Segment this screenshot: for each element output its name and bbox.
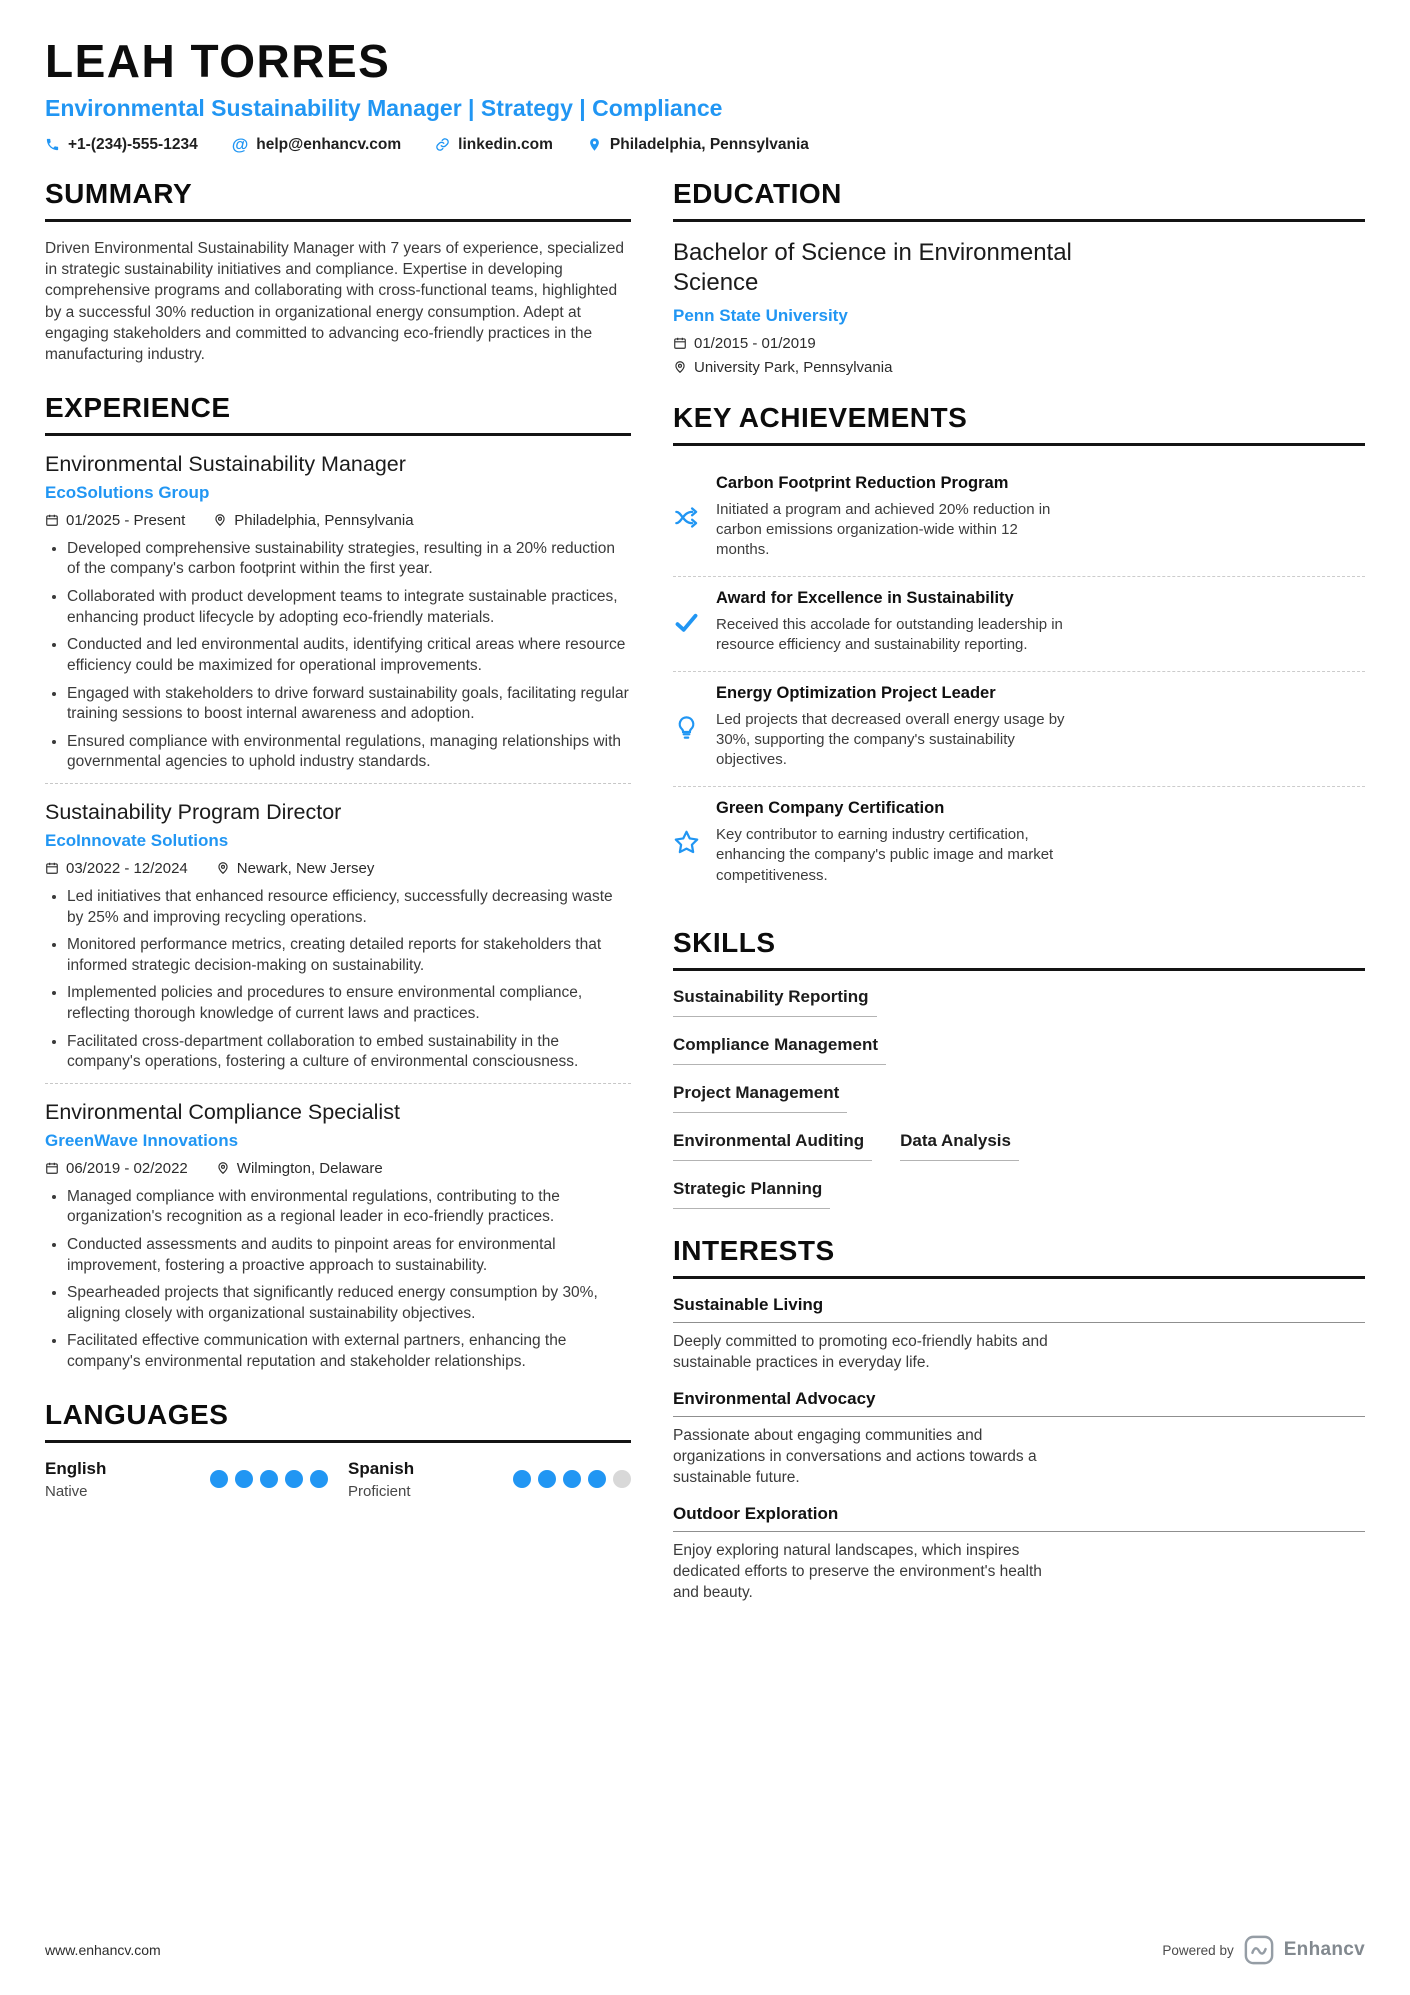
experience-bullet: • Led initiatives that enhanced resource efficiency, successfully decreasing waste by 25% and improving recycling operations.	[67, 887, 631, 928]
content-columns	[45, 178, 1365, 1630]
job-bullet-list	[67, 539, 631, 773]
interest-title: Outdoor Exploration	[673, 1504, 1365, 1532]
experience-bullet: • Facilitated effective communication with external partners, enhancing the company's environmental reputation and stakeholder relationships.	[67, 1331, 631, 1372]
email-icon: @	[231, 135, 249, 155]
education-dates-text: 01/2015 - 01/2019	[694, 334, 816, 352]
job-meta-row	[45, 860, 631, 877]
skill-item: Compliance Management	[673, 1035, 886, 1065]
powered-by-enhancv[interactable]	[1162, 1935, 1365, 1965]
experience-job	[45, 800, 631, 1073]
experience-section	[45, 392, 631, 1373]
interest-item	[673, 1504, 1365, 1603]
job-location	[216, 1160, 383, 1177]
education-location	[673, 359, 1365, 376]
skills-heading: SKILLS	[673, 927, 1365, 971]
language-level: Native	[45, 1482, 88, 1500]
job-meta-row	[45, 512, 631, 529]
experience-heading: EXPERIENCE	[45, 392, 631, 436]
contact-phone-text: +1-(234)-555-1234	[68, 135, 198, 153]
achievement-desc: Led projects that decreased overall energy usage by 30%, supporting the company's sustainability objectives.	[716, 710, 1065, 769]
enhancv-brand-text: Enhancv	[1283, 1939, 1365, 1960]
experience-bullet: • Conducted assessments and audits to pinpoint areas for environmental improvement, fostering a proactive approach to sustainability.	[67, 1235, 631, 1276]
interest-item	[673, 1295, 1365, 1373]
job-bullet-list	[67, 1187, 631, 1373]
location-pin-icon	[673, 360, 687, 374]
achievement-desc: Key contributor to earning industry certification, enhancing the company's public image and market competitiveness.	[716, 825, 1054, 884]
language-name: English	[45, 1458, 107, 1478]
job-location-text: Philadelphia, Pennsylvania	[234, 511, 414, 529]
footer-website-link[interactable]: www.enhancv.com	[45, 1942, 161, 1958]
achievement-body	[716, 684, 1068, 771]
language-text	[45, 1459, 106, 1500]
skill-item: Sustainability Reporting	[673, 987, 877, 1017]
experience-job	[45, 1100, 631, 1373]
left-column	[45, 178, 631, 1526]
job-dates	[45, 860, 188, 877]
calendar-icon	[45, 861, 59, 875]
education-dates	[673, 335, 1365, 352]
language-item	[45, 1459, 328, 1500]
calendar-icon	[45, 1161, 59, 1175]
achievement-desc: Received this accolade for outstanding leadership in resource efficiency and sustainability reporting.	[716, 615, 1063, 654]
job-divider	[45, 783, 631, 784]
job-title: Environmental Sustainability Manager	[45, 451, 406, 476]
achievement-item	[673, 462, 1365, 577]
education-location-text: University Park, Pennsylvania	[694, 358, 893, 376]
location-pin-icon	[216, 861, 230, 875]
level-dot	[310, 1470, 328, 1488]
proficiency-dots	[210, 1470, 328, 1488]
summary-text: Driven Environmental Sustainability Manager with 7 years of experience, specialized in strategic sustainability initiatives and compliance. Expertise in developing comprehensive programs and collaborating with cross-functional teams, highlighted by a successful 30% reduction in organizational energy consumption. Adept at engaging stakeholders and committed to advancing eco-friendly practices in the manufacturing industry.	[45, 239, 624, 364]
interests-heading: INTERESTS	[673, 1235, 1365, 1279]
education-section	[673, 178, 1365, 376]
skill-item: Data Analysis	[900, 1131, 1019, 1161]
achievement-item	[673, 787, 1365, 901]
calendar-icon	[45, 513, 59, 527]
level-dot	[613, 1470, 631, 1488]
skill-item: Strategic Planning	[673, 1179, 830, 1209]
experience-bullet: • Facilitated cross-department collaboration to embed sustainability in the company's operations, fostering a culture of environmental consciousness.	[67, 1032, 631, 1073]
interest-item	[673, 1389, 1365, 1488]
achievements-heading: KEY ACHIEVEMENTS	[673, 402, 1365, 446]
achievements-section	[673, 402, 1365, 901]
job-bullet-list	[67, 887, 631, 1073]
lightbulb-icon	[673, 684, 701, 771]
achievement-body	[716, 474, 1068, 561]
summary-section	[45, 178, 631, 366]
location-pin-icon	[213, 513, 227, 527]
job-dates	[45, 1160, 188, 1177]
languages-section	[45, 1399, 631, 1500]
experience-bullet: • Spearheaded projects that significantly reduced energy consumption by 30%, aligning closely with organizational sustainability objectives.	[67, 1283, 631, 1324]
location-pin-icon	[216, 1161, 230, 1175]
job-location-text: Newark, New Jersey	[236, 859, 375, 877]
contact-linkedin-text: linkedin.com	[458, 135, 553, 153]
level-dot	[538, 1470, 556, 1488]
degree-title: Bachelor of Science in Environmental Science	[673, 238, 1072, 296]
skill-item: Project Management	[673, 1083, 847, 1113]
powered-by-text: Powered by	[1162, 1942, 1234, 1958]
job-meta-row	[45, 1160, 631, 1177]
proficiency-dots	[513, 1470, 631, 1488]
job-location	[216, 860, 375, 877]
language-item	[348, 1459, 631, 1500]
page-footer	[45, 1935, 1365, 1965]
location-icon	[587, 137, 602, 152]
check-icon	[673, 589, 701, 656]
contact-row	[45, 136, 1365, 154]
phone-icon	[45, 137, 60, 152]
interest-title: Sustainable Living	[673, 1295, 1365, 1323]
experience-bullet: • Developed comprehensive sustainability strategies, resulting in a 20% reduction of the company's carbon footprint within the first year.	[67, 539, 631, 580]
contact-email-text: help@enhancv.com	[256, 135, 402, 153]
achievement-title: Carbon Footprint Reduction Program	[716, 473, 1009, 492]
job-dates-text: 03/2022 - 12/2024	[66, 859, 188, 877]
job-company: EcoSolutions Group	[45, 482, 210, 502]
experience-bullet: • Monitored performance metrics, creating detailed reports for stakeholders that informed strategic decision-making on sustainability.	[67, 935, 631, 976]
job-title: Environmental Compliance Specialist	[45, 1099, 400, 1124]
calendar-icon	[673, 336, 687, 350]
education-meta	[673, 335, 1365, 376]
skills-section	[673, 927, 1365, 1209]
experience-bullet: • Engaged with stakeholders to drive forward sustainability goals, facilitating regular training sessions to boost internal awareness and adoption.	[67, 684, 631, 725]
right-column	[673, 178, 1365, 1630]
experience-bullet: • Managed compliance with environmental regulations, contributing to the organization's recognition as a regional leader in eco-friendly practices.	[67, 1187, 631, 1228]
star-icon	[673, 799, 701, 886]
experience-bullet: • Ensured compliance with environmental regulations, managing relationships with governmental agencies to uphold industry standards.	[67, 732, 631, 773]
achievement-body	[716, 589, 1068, 656]
shuffle-arrows-icon	[673, 474, 701, 561]
job-dates-text: 06/2019 - 02/2022	[66, 1159, 188, 1177]
achievement-title: Energy Optimization Project Leader	[716, 683, 996, 702]
language-name: Spanish	[348, 1458, 415, 1478]
contact-phone[interactable]	[45, 136, 198, 154]
level-dot	[563, 1470, 581, 1488]
experience-bullet: • Conducted and led environmental audits, identifying critical areas where resource efficiency could be maximized for operational improvements.	[67, 635, 631, 676]
job-divider	[45, 1083, 631, 1084]
contact-linkedin[interactable]	[435, 136, 553, 154]
contact-location-text: Philadelphia, Pennsylvania	[609, 135, 809, 153]
summary-heading: SUMMARY	[45, 178, 631, 222]
skills-list	[673, 987, 1067, 1209]
interest-desc: Enjoy exploring natural landscapes, which inspires dedicated efforts to preserve the environment's health and beauty.	[673, 1542, 1042, 1602]
contact-location	[587, 136, 809, 154]
achievement-item	[673, 672, 1365, 787]
job-company: GreenWave Innovations	[45, 1130, 239, 1150]
experience-bullet: • Collaborated with product development teams to integrate sustainable practices, enhancing product lifecycle by adopting eco-friendly materials.	[67, 587, 631, 628]
job-dates	[45, 512, 185, 529]
achievement-title: Green Company Certification	[716, 798, 945, 817]
interest-title: Environmental Advocacy	[673, 1389, 1365, 1417]
job-location	[213, 512, 413, 529]
education-heading: EDUCATION	[673, 178, 1365, 222]
job-title: Sustainability Program Director	[45, 799, 342, 824]
achievement-body	[716, 799, 1068, 886]
candidate-title: Environmental Sustainability Manager | Strategy | Compliance	[45, 94, 723, 121]
language-text	[348, 1459, 414, 1500]
languages-heading: LANGUAGES	[45, 1399, 631, 1443]
level-dot	[285, 1470, 303, 1488]
achievement-title: Award for Excellence in Sustainability	[716, 588, 1014, 607]
school-name: Penn State University	[673, 305, 848, 325]
level-dot	[513, 1470, 531, 1488]
experience-job	[45, 452, 631, 773]
skill-item: Environmental Auditing	[673, 1131, 872, 1161]
interest-desc: Deeply committed to promoting eco-friendly habits and sustainable practices in everyday life.	[673, 1332, 1048, 1371]
link-icon	[435, 137, 450, 152]
level-dot	[210, 1470, 228, 1488]
level-dot	[235, 1470, 253, 1488]
job-location-text: Wilmington, Delaware	[236, 1159, 383, 1177]
language-level: Proficient	[348, 1482, 411, 1500]
level-dot	[588, 1470, 606, 1488]
experience-bullet: • Implemented policies and procedures to ensure environmental compliance, reflecting thorough knowledge of current laws and practices.	[67, 983, 631, 1024]
languages-row	[45, 1459, 631, 1500]
job-dates-text: 01/2025 - Present	[66, 511, 186, 529]
interest-desc: Passionate about engaging communities and organizations in conversations and actions towards a sustainable future.	[673, 1427, 1037, 1487]
contact-email[interactable]	[232, 136, 401, 154]
job-company: EcoInnovate Solutions	[45, 830, 229, 850]
achievement-item	[673, 577, 1365, 672]
resume-header	[45, 36, 1365, 154]
enhancv-logo-icon	[1244, 1935, 1274, 1965]
candidate-name: LEAH TORRES	[45, 35, 391, 87]
interests-section	[673, 1235, 1365, 1604]
level-dot	[260, 1470, 278, 1488]
achievement-desc: Initiated a program and achieved 20% reduction in carbon emissions organization-wide within 12 months.	[716, 500, 1051, 559]
